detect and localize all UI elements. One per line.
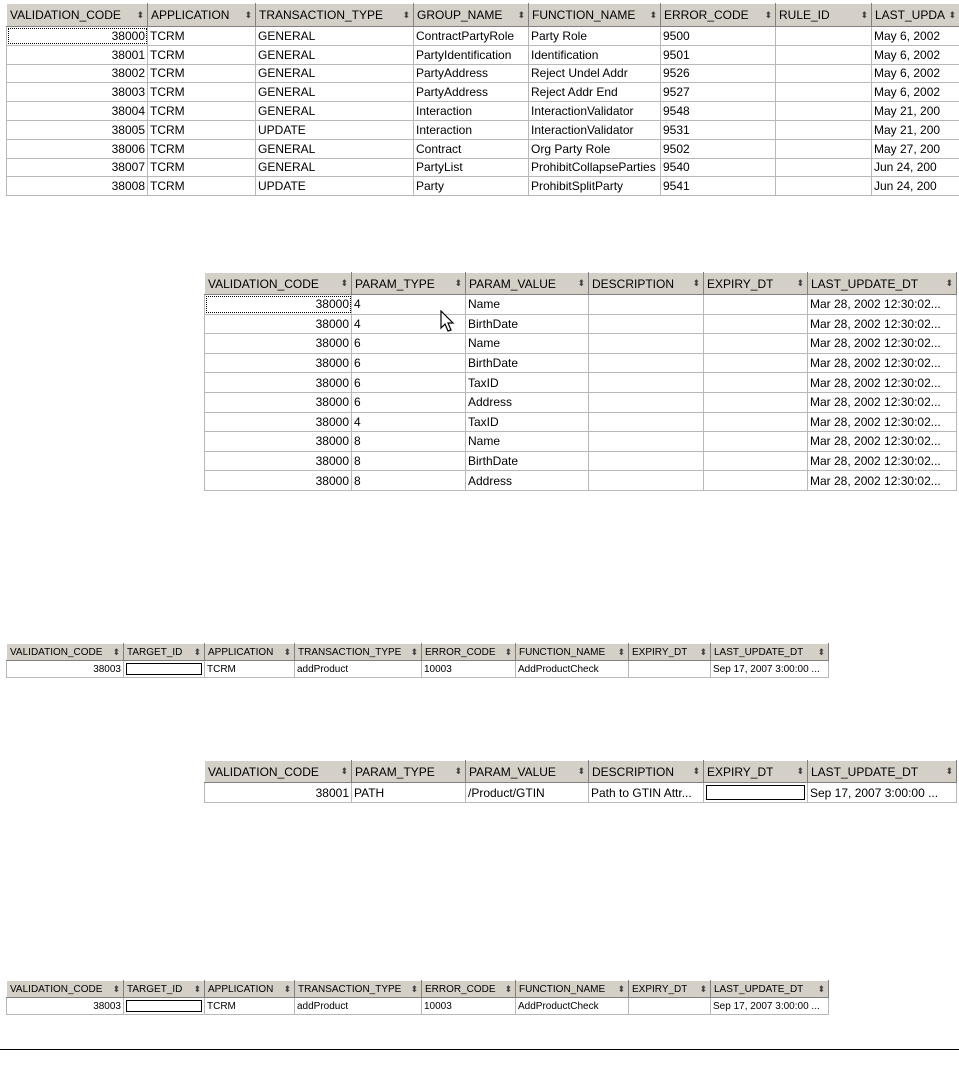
table-cell-validation-code[interactable]: 38005	[7, 120, 148, 139]
table-cell-description[interactable]	[589, 432, 704, 452]
table-cell-application[interactable]: TCRM	[205, 998, 295, 1015]
table-cell-error-code[interactable]: 10003	[422, 661, 516, 678]
sort-icon[interactable]: ⬍	[577, 766, 585, 776]
table-cell-function-name[interactable]: AddProductCheck	[516, 661, 629, 678]
column-header-label: FUNCTION_NAME	[519, 983, 606, 995]
table-cell-last-update-dt[interactable]: Sep 17, 2007 3:00:00 ...	[808, 783, 957, 803]
table-row[interactable]	[205, 353, 957, 373]
column-header-label: VALIDATION_CODE	[10, 646, 103, 658]
sort-icon[interactable]: ⬍	[948, 9, 956, 20]
table-cell-last-update-dt[interactable]: Mar 28, 2002 12:30:02...	[808, 334, 957, 354]
table-cell-transaction-type[interactable]: GENERAL	[256, 64, 414, 83]
column-header-label: PARAM_VALUE	[469, 276, 556, 291]
table-cell-param-value[interactable]: Name	[466, 295, 589, 315]
table-cell-function-name[interactable]: AddProductCheck	[516, 998, 629, 1015]
table-cell-validation-code[interactable]: 38001	[7, 45, 148, 64]
column-header-transaction-type[interactable]	[295, 644, 422, 661]
table-cell-description[interactable]: Path to GTIN Attr...	[589, 783, 704, 803]
column-header-label: ERROR_CODE	[425, 983, 496, 995]
table-row[interactable]	[7, 120, 959, 139]
table-cell-expiry-dt[interactable]	[704, 783, 808, 803]
table-cell-param-type[interactable]: 6	[352, 353, 466, 373]
cell-editor[interactable]	[706, 785, 805, 800]
column-header-label: LAST_UPDATE_DT	[811, 276, 919, 291]
table-cell-expiry-dt[interactable]	[704, 334, 808, 354]
sort-icon[interactable]: ⬍	[649, 9, 657, 20]
sort-icon[interactable]: ⬍	[283, 646, 291, 657]
table-cell-expiry-dt[interactable]	[704, 471, 808, 491]
table-cell-description[interactable]	[589, 314, 704, 334]
validation-table[interactable]	[6, 3, 959, 196]
table-cell-validation-code[interactable]: 38000	[205, 334, 352, 354]
table-cell-error-code[interactable]: 10003	[422, 998, 516, 1015]
table-cell-last-upda[interactable]: May 27, 200	[872, 139, 959, 158]
table-cell-validation-code[interactable]: 38000	[7, 27, 148, 46]
table-cell-application[interactable]: TCRM	[148, 64, 256, 83]
table-cell-last-update-dt[interactable]: Mar 28, 2002 12:30:02...	[808, 412, 957, 432]
column-header-label: TRANSACTION_TYPE	[259, 8, 384, 22]
table-cell-param-value[interactable]: Name	[466, 334, 589, 354]
table-cell-rule-id[interactable]	[776, 27, 872, 46]
sort-icon[interactable]: ⬍	[340, 766, 348, 776]
cell-editor[interactable]	[126, 663, 202, 675]
table-cell-description[interactable]	[589, 412, 704, 432]
table-cell-validation-code[interactable]: 38000	[205, 353, 352, 373]
table-cell-group-name[interactable]: Contract	[414, 139, 529, 158]
column-header-label: PARAM_VALUE	[469, 764, 556, 779]
table-cell-last-update-dt[interactable]: Mar 28, 2002 12:30:02...	[808, 451, 957, 471]
table-cell-validation-code[interactable]: 38000	[205, 471, 352, 491]
table-cell-description[interactable]	[589, 392, 704, 412]
table-cell-function-name[interactable]: Org Party Role	[529, 139, 661, 158]
sort-icon[interactable]: ⬍	[817, 983, 825, 994]
table-cell-error-code[interactable]: 9502	[661, 139, 776, 158]
sort-icon[interactable]: ⬍	[340, 278, 348, 288]
sort-icon[interactable]: ⬍	[860, 9, 868, 20]
table-cell-param-type[interactable]: 8	[352, 471, 466, 491]
table-cell-group-name[interactable]: Party	[414, 177, 529, 196]
column-header-label: FUNCTION_NAME	[532, 8, 636, 22]
table-cell-last-upda[interactable]: May 6, 2002	[872, 45, 959, 64]
table-cell-group-name[interactable]: ContractPartyRole	[414, 27, 529, 46]
table-cell-param-value[interactable]: BirthDate	[466, 451, 589, 471]
column-header-error-code[interactable]	[661, 4, 776, 27]
table-cell-last-upda[interactable]: May 6, 2002	[872, 64, 959, 83]
sort-icon[interactable]: ⬍	[577, 278, 585, 288]
table-cell-rule-id[interactable]	[776, 83, 872, 102]
table-cell-transaction-type[interactable]: addProduct	[295, 661, 422, 678]
table-cell-param-type[interactable]: 6	[352, 334, 466, 354]
table-cell-expiry-dt[interactable]	[704, 392, 808, 412]
table-cell-rule-id[interactable]	[776, 139, 872, 158]
table-cell-group-name[interactable]: Interaction	[414, 120, 529, 139]
table-row[interactable]	[7, 27, 959, 46]
column-header-application[interactable]	[205, 644, 295, 661]
table-cell-error-code[interactable]: 9548	[661, 102, 776, 121]
column-header-validation-code[interactable]	[7, 644, 124, 661]
table-cell-validation-code[interactable]: 38001	[205, 783, 352, 803]
column-header-last-update-dt[interactable]	[711, 644, 829, 661]
table-cell-param-value[interactable]: Name	[466, 432, 589, 452]
table-cell-param-type[interactable]: 4	[352, 412, 466, 432]
table-cell-function-name[interactable]: ProhibitSplitParty	[529, 177, 661, 196]
table-cell-rule-id[interactable]	[776, 64, 872, 83]
table-cell-error-code[interactable]: 9540	[661, 158, 776, 177]
column-header-label: VALIDATION_CODE	[10, 8, 121, 22]
table-cell-transaction-type[interactable]: UPDATE	[256, 120, 414, 139]
column-header-label: ERROR_CODE	[664, 8, 749, 22]
table-cell-description[interactable]	[589, 295, 704, 315]
column-header-error-code[interactable]	[422, 644, 516, 661]
column-header-label: APPLICATION	[208, 646, 274, 658]
column-header-validation-code[interactable]	[7, 4, 148, 27]
table-row[interactable]	[205, 451, 957, 471]
table-cell-validation-code[interactable]: 38004	[7, 102, 148, 121]
table-row[interactable]	[205, 334, 957, 354]
column-header-function-name[interactable]	[516, 981, 629, 998]
table-cell-function-name[interactable]: InteractionValidator	[529, 102, 661, 121]
table-cell-function-name[interactable]: Identification	[529, 45, 661, 64]
table-cell-group-name[interactable]: PartyIdentification	[414, 45, 529, 64]
table-row[interactable]	[7, 64, 959, 83]
table-cell-param-type[interactable]: 8	[352, 451, 466, 471]
table-cell-validation-code[interactable]: 38006	[7, 139, 148, 158]
sort-icon[interactable]: ⬍	[764, 9, 772, 20]
column-header-label: RULE_ID	[779, 8, 830, 22]
table-row[interactable]	[205, 432, 957, 452]
table-cell-transaction-type[interactable]: GENERAL	[256, 83, 414, 102]
table-cell-validation-code[interactable]: 38000	[205, 314, 352, 334]
table-cell-transaction-type[interactable]: addProduct	[295, 998, 422, 1015]
table-cell-function-name[interactable]: Reject Undel Addr	[529, 64, 661, 83]
table-cell-expiry-dt[interactable]	[704, 295, 808, 315]
table-cell-transaction-type[interactable]: GENERAL	[256, 158, 414, 177]
column-header-validation-code[interactable]	[205, 273, 352, 295]
table-cell-validation-code[interactable]: 38000	[205, 392, 352, 412]
sort-icon[interactable]: ⬍	[410, 983, 418, 994]
table-cell-error-code[interactable]: 9531	[661, 120, 776, 139]
table-cell-function-name[interactable]: InteractionValidator	[529, 120, 661, 139]
table-row[interactable]	[7, 45, 959, 64]
column-header-function-name[interactable]	[516, 644, 629, 661]
column-header-label: APPLICATION	[151, 8, 230, 22]
column-header-expiry-dt[interactable]	[704, 273, 808, 295]
table-cell-validation-code[interactable]: 38000	[205, 432, 352, 452]
table-cell-description[interactable]	[589, 353, 704, 373]
table-cell-description[interactable]	[589, 334, 704, 354]
table-cell-param-type[interactable]: 4	[352, 295, 466, 315]
column-header-label: LAST_UPDATE_DT	[714, 646, 804, 658]
table-cell-expiry-dt[interactable]	[704, 412, 808, 432]
table-row[interactable]	[7, 83, 959, 102]
table-cell-param-value[interactable]: BirthDate	[466, 353, 589, 373]
column-header-last-update-dt[interactable]	[808, 761, 957, 783]
column-header-application[interactable]	[205, 981, 295, 998]
table-cell-param-type[interactable]: 8	[352, 432, 466, 452]
table-cell-error-code[interactable]: 9526	[661, 64, 776, 83]
table-cell-validation-code[interactable]: 38002	[7, 64, 148, 83]
table-cell-last-update-dt[interactable]: Sep 17, 2007 3:00:00 ...	[711, 998, 829, 1015]
sort-icon[interactable]: ⬍	[796, 766, 804, 776]
table-row[interactable]	[205, 295, 957, 315]
table-cell-group-name[interactable]: PartyList	[414, 158, 529, 177]
table-row[interactable]	[205, 783, 957, 803]
column-header-label: LAST_UPDATE_DT	[811, 764, 919, 779]
sort-icon[interactable]: ⬍	[504, 983, 512, 994]
column-header-label: TARGET_ID	[127, 983, 183, 995]
table-cell-target-id[interactable]	[124, 998, 205, 1015]
table-cell-function-name[interactable]: ProhibitCollapseParties	[529, 158, 661, 177]
validation-param-table[interactable]	[204, 272, 957, 491]
table-cell-transaction-type[interactable]: GENERAL	[256, 27, 414, 46]
table-cell-expiry-dt[interactable]	[704, 314, 808, 334]
table-cell-application[interactable]: TCRM	[148, 102, 256, 121]
table-cell-last-update-dt[interactable]: Mar 28, 2002 12:30:02...	[808, 353, 957, 373]
table-row[interactable]	[7, 102, 959, 121]
column-header-last-update-dt[interactable]	[711, 981, 829, 998]
sort-icon[interactable]: ⬍	[617, 983, 625, 994]
table-row[interactable]	[205, 392, 957, 412]
column-header-label: FUNCTION_NAME	[519, 646, 606, 658]
sort-icon[interactable]: ⬍	[193, 983, 201, 994]
column-header-label: VALIDATION_CODE	[208, 764, 319, 779]
table-row[interactable]	[7, 177, 959, 196]
table-cell-application[interactable]: TCRM	[148, 83, 256, 102]
target-table-bottom[interactable]	[6, 980, 829, 1015]
table-cell-description[interactable]	[589, 471, 704, 491]
sort-icon[interactable]: ⬍	[796, 278, 804, 288]
table-cell-param-type[interactable]: PATH	[352, 783, 466, 803]
table-cell-error-code[interactable]: 9541	[661, 177, 776, 196]
sort-icon[interactable]: ⬍	[945, 766, 953, 776]
column-header-label: DESCRIPTION	[592, 276, 675, 291]
table-cell-last-upda[interactable]: May 21, 200	[872, 102, 959, 121]
column-header-label: VALIDATION_CODE	[10, 983, 103, 995]
table-cell-expiry-dt[interactable]	[629, 998, 711, 1015]
table-cell-last-update-dt[interactable]: Mar 28, 2002 12:30:02...	[808, 432, 957, 452]
mouse-pointer-icon	[440, 310, 456, 334]
table-cell-validation-code[interactable]: 38003	[7, 83, 148, 102]
sort-icon[interactable]: ⬍	[454, 278, 462, 288]
table-cell-description[interactable]	[589, 373, 704, 393]
sort-icon[interactable]: ⬍	[817, 646, 825, 657]
sort-icon[interactable]: ⬍	[945, 278, 953, 288]
column-header-validation-code[interactable]	[7, 981, 124, 998]
column-header-rule-id[interactable]	[776, 4, 872, 27]
table-cell-validation-code[interactable]: 38003	[7, 998, 124, 1015]
table-row[interactable]	[205, 314, 957, 334]
table-cell-validation-code[interactable]: 38008	[7, 177, 148, 196]
column-header-transaction-type[interactable]	[295, 981, 422, 998]
sort-icon[interactable]: ⬍	[402, 9, 410, 20]
table-cell-expiry-dt[interactable]	[704, 432, 808, 452]
table-cell-last-upda[interactable]: May 21, 200	[872, 120, 959, 139]
table-cell-last-update-dt[interactable]: Mar 28, 2002 12:30:02...	[808, 373, 957, 393]
table-cell-validation-code[interactable]: 38000	[205, 295, 352, 315]
column-header-param-type[interactable]	[352, 273, 466, 295]
table-cell-param-type[interactable]: 6	[352, 373, 466, 393]
sort-icon[interactable]: ⬍	[517, 9, 525, 20]
table-cell-function-name[interactable]: Reject Addr End	[529, 83, 661, 102]
column-header-expiry-dt[interactable]	[704, 761, 808, 783]
table-row[interactable]	[7, 661, 829, 678]
sort-icon[interactable]: ⬍	[283, 983, 291, 994]
table-cell-last-update-dt[interactable]: Sep 17, 2007 3:00:00 ...	[711, 661, 829, 678]
table-cell-error-code[interactable]: 9500	[661, 27, 776, 46]
column-header-label: GROUP_NAME	[417, 8, 503, 22]
table-cell-transaction-type[interactable]: GENERAL	[256, 102, 414, 121]
table-cell-application[interactable]: TCRM	[148, 139, 256, 158]
table-cell-param-value[interactable]: TaxID	[466, 373, 589, 393]
table-cell-transaction-type[interactable]: GENERAL	[256, 45, 414, 64]
table-cell-expiry-dt[interactable]	[704, 353, 808, 373]
target-table-top[interactable]	[6, 643, 829, 678]
column-header-label: LAST_UPDA	[875, 8, 946, 22]
column-header-label: ERROR_CODE	[425, 646, 496, 658]
table-cell-last-upda[interactable]: Jun 24, 200	[872, 158, 959, 177]
sort-icon[interactable]: ⬍	[454, 766, 462, 776]
table-cell-param-value[interactable]: TaxID	[466, 412, 589, 432]
column-header-application[interactable]	[148, 4, 256, 27]
column-header-last-update-dt[interactable]	[808, 273, 957, 295]
table-cell-group-name[interactable]: PartyAddress	[414, 83, 529, 102]
table-cell-last-upda[interactable]: Jun 24, 200	[872, 177, 959, 196]
sort-icon[interactable]: ⬍	[112, 983, 120, 994]
column-header-target-id[interactable]	[124, 981, 205, 998]
table-cell-application[interactable]: TCRM	[148, 177, 256, 196]
column-header-description[interactable]	[589, 761, 704, 783]
sort-icon[interactable]: ⬍	[244, 9, 252, 20]
table-cell-application[interactable]: TCRM	[148, 45, 256, 64]
table-cell-rule-id[interactable]	[776, 158, 872, 177]
table-cell-last-update-dt[interactable]: Mar 28, 2002 12:30:02...	[808, 295, 957, 315]
table-cell-expiry-dt[interactable]	[704, 451, 808, 471]
page-divider	[0, 1049, 959, 1050]
column-header-label: TARGET_ID	[127, 646, 183, 658]
column-header-group-name[interactable]	[414, 4, 529, 27]
table-cell-rule-id[interactable]	[776, 102, 872, 121]
table-cell-validation-code[interactable]: 38003	[7, 661, 124, 678]
table-cell-transaction-type[interactable]: UPDATE	[256, 177, 414, 196]
column-header-param-type[interactable]	[352, 761, 466, 783]
table-row[interactable]	[205, 373, 957, 393]
sort-icon[interactable]: ⬍	[699, 646, 707, 657]
table-cell-group-name[interactable]: Interaction	[414, 102, 529, 121]
column-header-param-value[interactable]	[466, 273, 589, 295]
table-row[interactable]	[205, 471, 957, 491]
column-header-label: DESCRIPTION	[592, 764, 675, 779]
column-header-label: EXPIRY_DT	[707, 764, 774, 779]
table-cell-rule-id[interactable]	[776, 45, 872, 64]
table-cell-last-upda[interactable]: May 6, 2002	[872, 83, 959, 102]
column-header-label: EXPIRY_DT	[632, 983, 688, 995]
table-cell-group-name[interactable]: PartyAddress	[414, 64, 529, 83]
sort-icon[interactable]: ⬍	[699, 983, 707, 994]
table-cell-param-value[interactable]: Address	[466, 392, 589, 412]
column-header-label: EXPIRY_DT	[707, 276, 774, 291]
table-cell-last-upda[interactable]: May 6, 2002	[872, 27, 959, 46]
table-cell-application[interactable]: TCRM	[148, 120, 256, 139]
table-cell-rule-id[interactable]	[776, 177, 872, 196]
table-cell-validation-code[interactable]: 38007	[7, 158, 148, 177]
table-row[interactable]	[7, 139, 959, 158]
column-header-label: TRANSACTION_TYPE	[298, 646, 402, 658]
sort-icon[interactable]: ⬍	[410, 646, 418, 657]
sort-icon[interactable]: ⬍	[692, 278, 700, 288]
column-header-expiry-dt[interactable]	[629, 981, 711, 998]
column-header-validation-code[interactable]	[205, 761, 352, 783]
table-cell-target-id[interactable]	[124, 661, 205, 678]
column-header-description[interactable]	[589, 273, 704, 295]
column-header-label: PARAM_TYPE	[355, 276, 435, 291]
table-cell-param-type[interactable]: 6	[352, 392, 466, 412]
table-cell-last-update-dt[interactable]: Mar 28, 2002 12:30:02...	[808, 314, 957, 334]
table-cell-param-value[interactable]: /Product/GTIN	[466, 783, 589, 803]
table-cell-validation-code[interactable]: 38000	[205, 451, 352, 471]
param-table-gtin[interactable]	[204, 760, 957, 803]
table-cell-validation-code[interactable]: 38000	[205, 373, 352, 393]
column-header-last-upda[interactable]	[872, 4, 959, 27]
table-row[interactable]	[205, 412, 957, 432]
table-cell-application[interactable]: TCRM	[148, 158, 256, 177]
column-header-label: EXPIRY_DT	[632, 646, 688, 658]
table-row[interactable]	[7, 998, 829, 1015]
sort-icon[interactable]: ⬍	[692, 766, 700, 776]
table-cell-last-update-dt[interactable]: Mar 28, 2002 12:30:02...	[808, 471, 957, 491]
table-cell-application[interactable]: TCRM	[148, 27, 256, 46]
sort-icon[interactable]: ⬍	[617, 646, 625, 657]
column-header-param-value[interactable]	[466, 761, 589, 783]
cell-editor[interactable]	[126, 1000, 202, 1012]
table-cell-rule-id[interactable]	[776, 120, 872, 139]
table-cell-param-type[interactable]: 4	[352, 314, 466, 334]
table-cell-description[interactable]	[589, 451, 704, 471]
column-header-label: VALIDATION_CODE	[208, 276, 319, 291]
table-cell-error-code[interactable]: 9527	[661, 83, 776, 102]
column-header-label: APPLICATION	[208, 983, 274, 995]
table-cell-transaction-type[interactable]: GENERAL	[256, 139, 414, 158]
table-cell-expiry-dt[interactable]	[704, 373, 808, 393]
table-cell-last-update-dt[interactable]: Mar 28, 2002 12:30:02...	[808, 392, 957, 412]
column-header-label: PARAM_TYPE	[355, 764, 435, 779]
table-cell-param-value[interactable]: BirthDate	[466, 314, 589, 334]
column-header-function-name[interactable]	[529, 4, 661, 27]
table-cell-function-name[interactable]: Party Role	[529, 27, 661, 46]
column-header-error-code[interactable]	[422, 981, 516, 998]
table-row[interactable]	[7, 158, 959, 177]
sort-icon[interactable]: ⬍	[112, 646, 120, 657]
column-header-expiry-dt[interactable]	[629, 644, 711, 661]
table-cell-expiry-dt[interactable]	[629, 661, 711, 678]
column-header-label: LAST_UPDATE_DT	[714, 983, 804, 995]
table-cell-error-code[interactable]: 9501	[661, 45, 776, 64]
column-header-transaction-type[interactable]	[256, 4, 414, 27]
column-header-target-id[interactable]	[124, 644, 205, 661]
sort-icon[interactable]: ⬍	[504, 646, 512, 657]
table-cell-validation-code[interactable]: 38000	[205, 412, 352, 432]
column-header-label: TRANSACTION_TYPE	[298, 983, 402, 995]
sort-icon[interactable]: ⬍	[136, 9, 144, 20]
table-cell-application[interactable]: TCRM	[205, 661, 295, 678]
sort-icon[interactable]: ⬍	[193, 646, 201, 657]
table-cell-param-value[interactable]: Address	[466, 471, 589, 491]
